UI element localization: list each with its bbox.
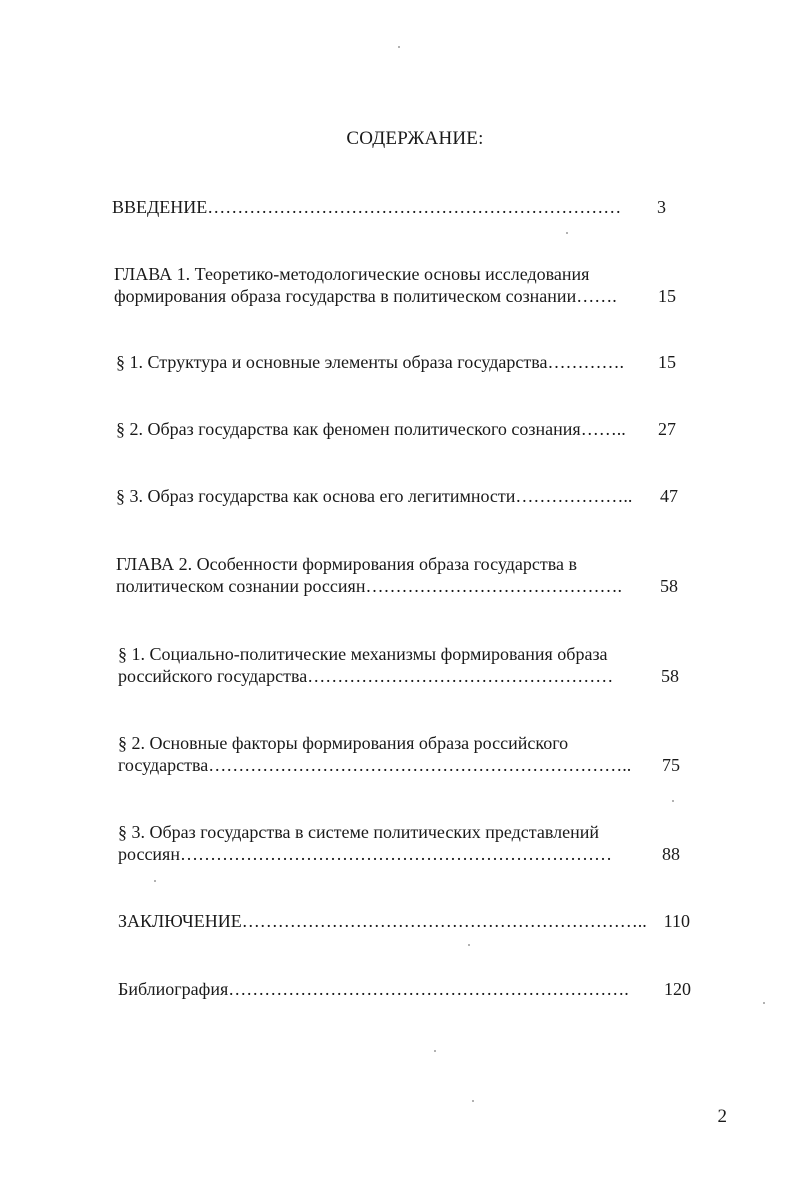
scan-speck <box>154 880 156 882</box>
toc-entry-bibliography <box>118 978 629 1000</box>
scan-speck <box>472 1100 474 1102</box>
contents-title: СОДЕРЖАНИЕ: <box>346 128 484 149</box>
toc-entry-text: § 3. Образ государства как основа его легитимности……………….. <box>116 486 633 506</box>
scan-speck <box>434 1050 436 1052</box>
toc-entry-conclusion <box>118 910 647 932</box>
toc-entry-text: § 2. Образ государства как феномен политического сознания…….. <box>116 419 626 439</box>
toc-entry-text-line-2: российского государства…………………………………………… <box>118 666 614 686</box>
toc-entry-ch2-section-3 <box>118 821 612 865</box>
toc-entry-text-line-1: § 3. Образ государства в системе политических представлений <box>118 822 599 842</box>
page-number: 2 <box>717 1106 727 1127</box>
toc-entry-text-line-2: политическом сознании россиян……………………………………. <box>116 576 622 596</box>
toc-entry-chapter-1 <box>114 263 617 307</box>
toc-entry-page: 110 <box>663 911 690 931</box>
toc-entry-ch1-section-3 <box>116 485 632 507</box>
toc-entry-text-line-2: государства…………………………………………………………….. <box>118 755 632 775</box>
toc-entry-text-line-2: россиян……………………………………………………………… <box>118 844 612 864</box>
scan-speck <box>468 944 470 946</box>
toc-entry-page: 88 <box>662 844 680 864</box>
toc-entry-text-line-1: § 1. Социально-политические механизмы формирования образа <box>118 644 608 664</box>
toc-entry-ch2-section-1 <box>118 643 613 687</box>
toc-entry-text-line-1: ГЛАВА 1. Теоретико-методологические основы исследования <box>114 264 590 284</box>
toc-entry-introduction <box>112 196 621 218</box>
toc-entry-ch1-section-2 <box>116 418 626 440</box>
toc-entry-page: 58 <box>661 666 679 686</box>
scan-speck <box>672 800 674 802</box>
scan-speck <box>763 1002 765 1004</box>
scan-speck <box>398 46 400 48</box>
toc-entry-page: 47 <box>660 486 678 506</box>
toc-entry-page: 3 <box>657 197 666 217</box>
toc-entry-text: ВВЕДЕНИЕ…………………………………………………………… <box>112 197 622 217</box>
toc-entry-chapter-2 <box>116 553 622 597</box>
toc-entry-page: 15 <box>658 286 676 306</box>
scan-speck <box>566 232 568 234</box>
toc-entry-ch1-section-1 <box>116 351 624 373</box>
toc-entry-text-line-1: § 2. Основные факторы формирования образа российского <box>118 733 569 753</box>
toc-entry-ch2-section-2 <box>118 732 631 776</box>
toc-entry-text-line-1: ГЛАВА 2. Особенности формирования образа государства в <box>116 554 577 574</box>
toc-entry-page: 75 <box>662 755 680 775</box>
toc-entry-page: 15 <box>658 352 676 372</box>
toc-entry-text: ЗАКЛЮЧЕНИЕ………………………………………………………….. <box>118 911 647 931</box>
toc-entry-page: 27 <box>658 419 676 439</box>
toc-entry-page: 120 <box>664 979 691 999</box>
toc-entry-text: § 1. Структура и основные элементы образа государства…………. <box>116 352 625 372</box>
toc-entry-text: Библиография…………………………………………………………. <box>118 979 629 999</box>
toc-entry-page: 58 <box>660 576 678 596</box>
toc-entry-text-line-2: формирования образа государства в политическом сознании……. <box>114 286 617 306</box>
